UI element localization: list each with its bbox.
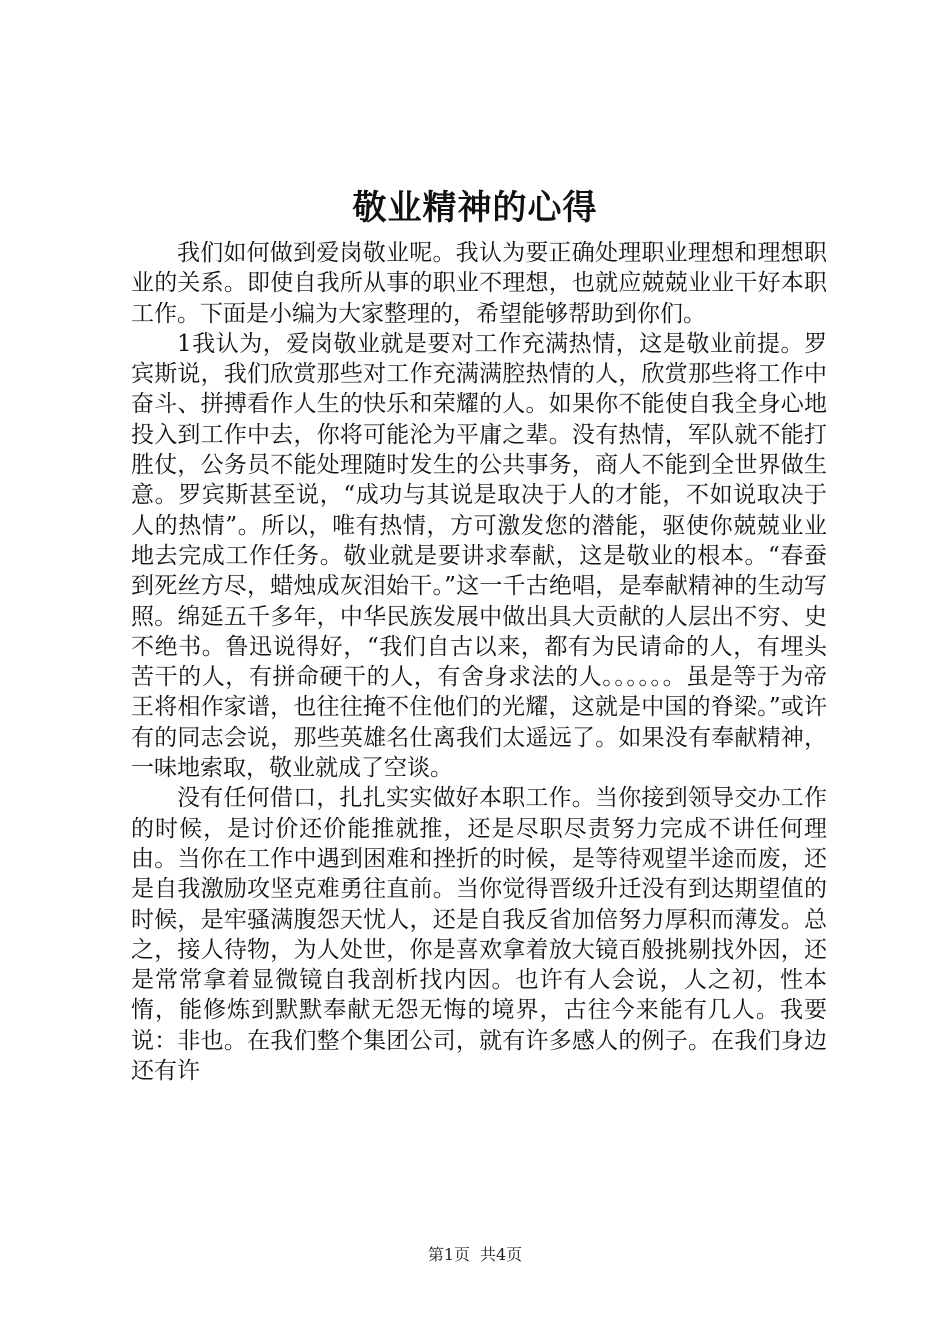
paragraph-no-excuses: 没有任何借口，扎扎实实做好本职工作。当你接到领导交办工作的时候，是讨价还价能推就推，还是尽职尽责努力完成不讲任何理由。当你在工作中遇到困难和挫折的时候，是等待观望半途而废，还是自我激励攻坚克难勇往直前。当你觉得晋级升迁没有到达期望值的时候，是牢骚满腹怨天忧人，还是自我反省加倍努力厚积而薄发。总之，接人待物，为人处世，你是喜欢拿着放大镜百般挑剔找外因，还是常常拿着显微镜自我剖析找内因。也许有人会说，人之初，性本惰，能修炼到默默奉献无怨无悔的境界，古往今来能有几人。我要说：非也。在我们整个集团公司，就有许多感人的例子。在我们身边还有许 [131, 785, 827, 1085]
document-body [131, 238, 827, 1086]
page-total: 共4页 [480, 1245, 523, 1264]
paragraph-enthusiasm: 1我认为，爱岗敬业就是要对工作充满热情，这是敬业前提。罗宾斯说，我们欣赏那些对工作充满满腔热情的人，欣赏那些将工作中奋斗、拼搏看作人生的快乐和荣耀的人。如果你不能使自我全身心地投入到工作中去，你将可能沦为平庸之辈。没有热情，军队就不能打胜仗，公务员不能处理随时发生的公共事务，商人不能到全世界做生意。罗宾斯甚至说，“成功与其说是取决于人的才能，不如说取决于人的热情”。所以，唯有热情，方可激发您的潜能，驱使你兢兢业业地去完成工作任务。敬业就是要讲求奉献，这是敬业的根本。“春蚕到死丝方尽，蜡烛成灰泪始干。”这一千古绝唱，是奉献精神的生动写照。绵延五千多年，中华民族发展中做出具大贡献的人层出不穷、史不绝书。鲁迅说得好，“我们自古以来，都有为民请命的人，有埋头苦干的人，有拼命硬干的人，有舍身求法的人。。。。。。虽是等于为帝王将相作家谱，也往往掩不住他们的光耀，这就是中国的脊梁。”或许有的同志会说，那些英雄名仕离我们太遥远了。如果没有奉献精神，一味地索取，敬业就成了空谈。 [131, 330, 827, 782]
paragraph-intro: 我们如何做到爱岗敬业呢。我认为要正确处理职业理想和理想职业的关系。即使自我所从事的职业不理想，也就应兢兢业业干好本职工作。下面是小编为大家整理的，希望能够帮助到你们。 [131, 240, 827, 327]
document-title: 敬业精神的心得 [352, 188, 598, 228]
page-number: 第1页 [427, 1245, 470, 1264]
page-footer [0, 1244, 950, 1266]
